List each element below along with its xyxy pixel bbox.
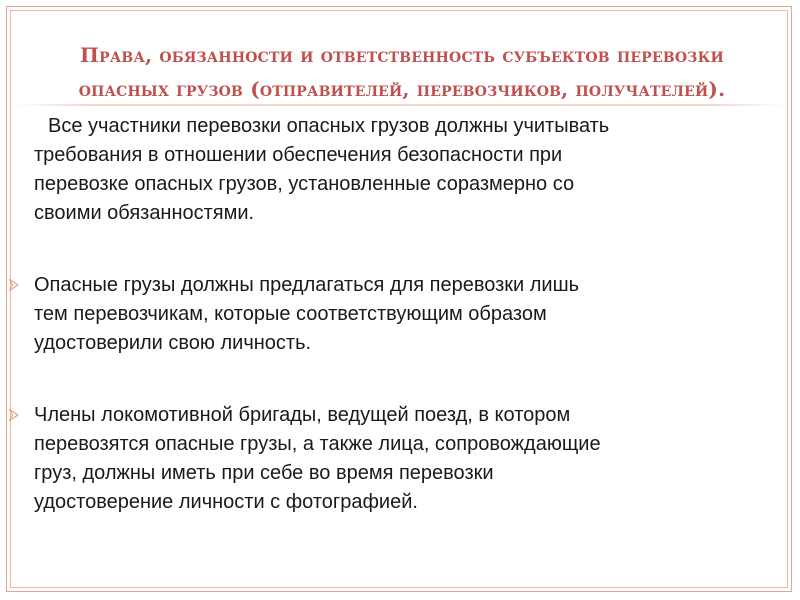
paragraph-3-line-4: удостоверение личности с фотографией. (34, 491, 418, 513)
paragraph-3-line-2: перевозятся опасные грузы, а также лица, сопровождающие (34, 433, 601, 455)
paragraph-1-line-1: Все участники перевозки опасных грузов должны учитывать (48, 115, 610, 137)
paragraph-1-line-4: своими обязанностями. (34, 202, 255, 224)
paragraph-2-line-2: тем перевозчикам, которые соответствующим образом (34, 303, 547, 325)
title-divider (14, 104, 786, 106)
slide-body (20, 112, 780, 517)
paragraph-1 (20, 112, 780, 228)
paragraph-2-line-1: Опасные грузы должны предлагаться для перевозки лишь (34, 274, 580, 296)
paragraph-1-line-3: перевозке опасных грузов, установленные соразмерно со (34, 173, 575, 195)
title-line-1: Права, обязанности и ответственность субъектов перевозки (80, 43, 724, 67)
paragraph-1-line-2: требования в отношении обеспечения безопасности при (34, 144, 563, 166)
paragraph-2-line-3: удостоверили свою личность. (34, 332, 312, 354)
paragraph-2 (20, 271, 780, 358)
hollow-arrow-bullet-icon (8, 278, 20, 292)
slide-title (28, 38, 776, 106)
title-line-2: опасных грузов (отправителей, перевозчиков, получателей). (78, 77, 726, 101)
hollow-arrow-bullet-icon (8, 408, 20, 422)
paragraph-3-line-3: груз, должны иметь при себе во время перевозки (34, 462, 494, 484)
paragraph-3 (20, 401, 780, 517)
paragraph-3-line-1: Члены локомотивной бригады, ведущей поезд, в котором (34, 404, 571, 426)
